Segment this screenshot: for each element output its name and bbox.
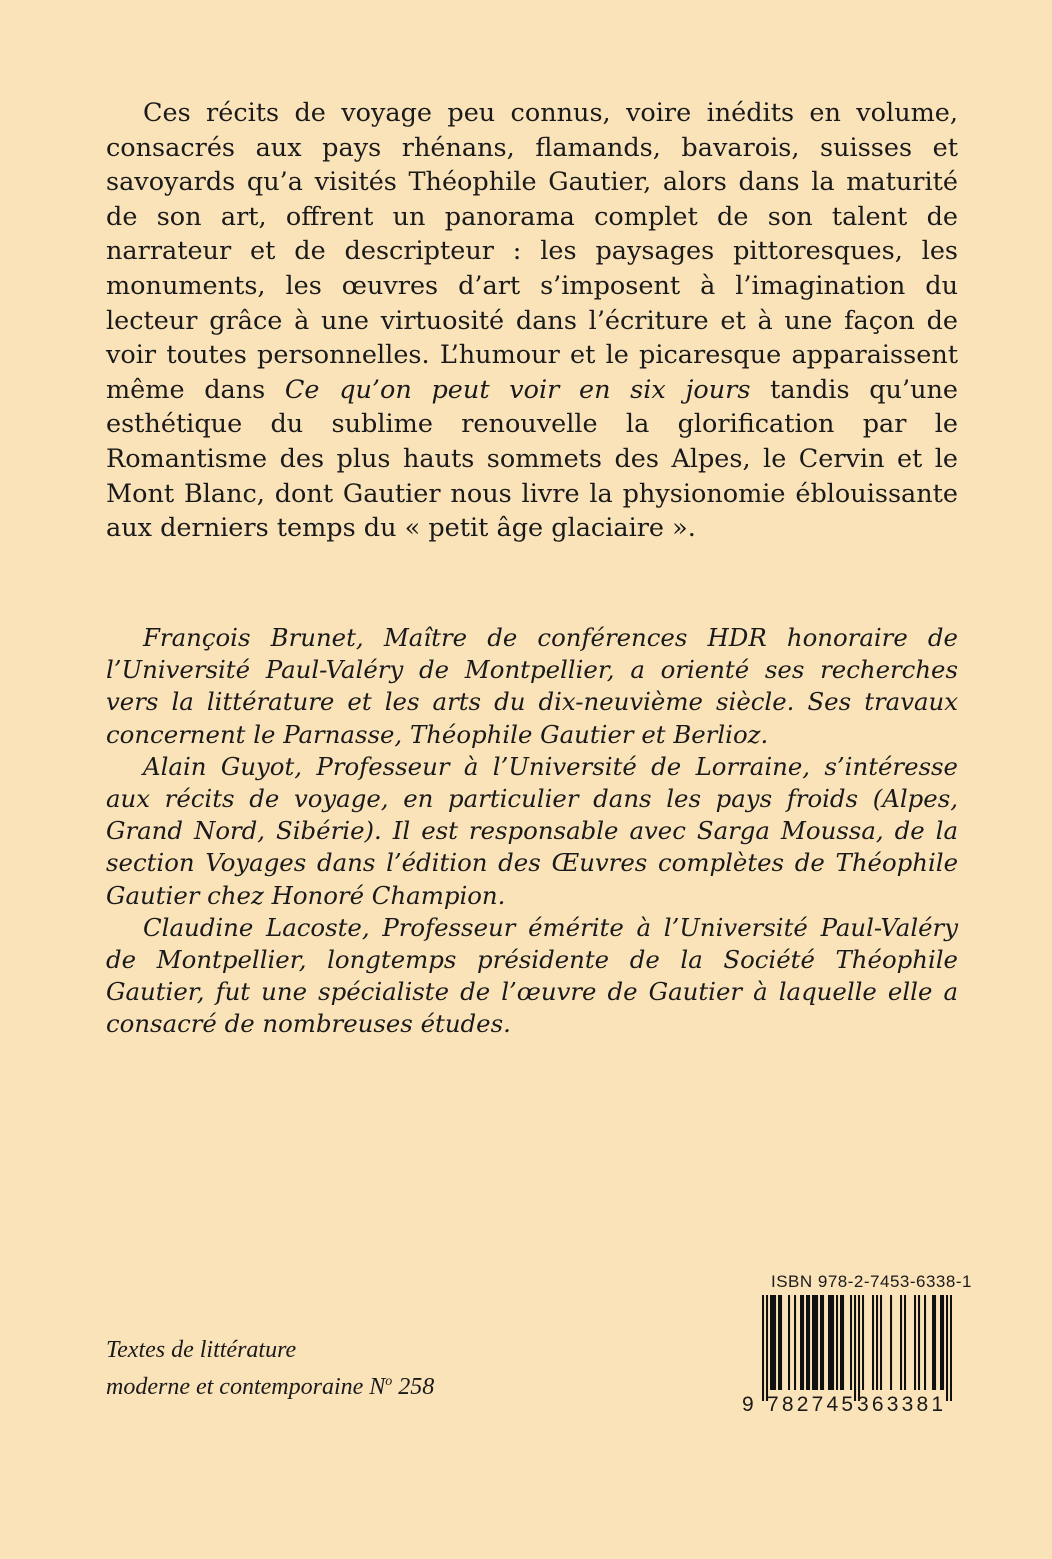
barcode-bar <box>842 1295 844 1390</box>
barcode-bar <box>770 1295 772 1390</box>
barcode-bar <box>950 1295 952 1401</box>
barcode-bar <box>854 1295 856 1401</box>
barcode-bar <box>822 1295 824 1390</box>
summary-book-title: Ce qu’on peut voir en six jours <box>284 374 751 405</box>
barcode-bar <box>794 1295 796 1390</box>
barcode-bar <box>762 1295 764 1401</box>
summary-text-2: tandis qu’une esthétique du sublime renouvelle la glorification par le Romantisme des plus hauts sommets des Alpes, le Cervin et le Mont Blanc, dont Gautier nous livre la physionomie éblouissante aux derniers temps du « petit âge glaciaire ». <box>106 374 959 544</box>
barcode-bar <box>772 1295 774 1390</box>
series-info <box>106 1334 434 1403</box>
barcode-bar <box>946 1295 948 1401</box>
barcode-bar <box>862 1295 864 1390</box>
barcode-bar <box>820 1295 822 1390</box>
barcode-bar <box>858 1295 860 1401</box>
barcode-bar <box>788 1295 790 1390</box>
barcode-bar <box>900 1295 902 1390</box>
barcode-bar <box>832 1295 834 1390</box>
barcode-bar <box>918 1295 920 1390</box>
barcode-bar <box>828 1295 830 1390</box>
barcode-bar <box>840 1295 842 1390</box>
bio-francois-brunet: François Brunet, Maître de conférences HDR honoraire de l’Université Paul-Valéry de Montpellier, a orienté ses recherches vers la littérature et les arts du dix-neuvième siècle. Ses travaux concernent le Parnasse, Théophile Gautier et Berlioz. <box>106 623 958 749</box>
ean-first-digit: 9 <box>742 1393 754 1416</box>
barcode-bar <box>780 1295 782 1390</box>
barcode-bar <box>904 1295 906 1390</box>
bio-alain-guyot: Alain Guyot, Professeur à l’Université de Lorraine, s’intéresse aux récits de voyage, en particulier dans les pays froids (Alpes, Grand Nord, Sibérie). Il est responsable avec Sarga Moussa, de la section Voyages dans l’édition des Œuvres complètes de Théophile Gautier chez Honoré Champion. <box>106 751 958 910</box>
bio-claudine-lacoste: Claudine Lacoste, Professeur émérite à l’Université Paul-Valéry de Montpellier, longtemps présidente de la Société Théophile Gautier, fut une spécialiste de l’œuvre de Gautier à laquelle elle a consacré de nombreuses études. <box>106 912 958 1039</box>
barcode-bar <box>830 1295 832 1390</box>
series-line-2 <box>106 1366 434 1403</box>
series-line-1: Textes de littérature <box>106 1337 297 1363</box>
barcode-bar <box>876 1295 878 1390</box>
barcode-bar <box>932 1295 934 1390</box>
series-name: moderne et contemporaine N <box>106 1374 386 1400</box>
barcode-bar <box>914 1295 916 1390</box>
barcode-bar <box>880 1295 882 1390</box>
barcode-bar <box>800 1295 802 1390</box>
barcode-bar <box>924 1295 926 1390</box>
barcode-bar <box>774 1295 776 1390</box>
barcode-bar <box>816 1295 818 1390</box>
isbn-label: ISBN 978-2-7453-6338-1 <box>771 1272 972 1291</box>
ean-left-group: 782745 <box>767 1393 857 1416</box>
barcode-bar <box>766 1295 768 1401</box>
barcode-bar <box>940 1295 942 1390</box>
series-number-sup: o <box>385 1374 393 1389</box>
barcode-bar <box>942 1295 944 1390</box>
back-cover-summary <box>106 96 958 546</box>
barcode-bar <box>836 1295 838 1390</box>
barcode-bar <box>850 1295 852 1390</box>
barcode-bar <box>806 1295 808 1390</box>
barcode-bar <box>778 1295 780 1390</box>
isbn-barcode <box>762 1295 952 1403</box>
author-biographies <box>106 622 958 1041</box>
barcode-bar <box>808 1295 810 1390</box>
summary-text-1: Ces récits de voyage peu connus, voire inédits en volume, consacrés aux pays rhénans, flamands, bavarois, suisses et savoyards qu’a visités Théophile Gautier, alors dans la maturité de son art, offrent un panorama complet de son talent de narrateur et de descripteur : les paysages pittoresques, les monuments, les œuvres d’art s’imposent à l’imagination du lecteur grâce à une virtuosité dans l’écriture et à une façon de voir toutes personnelles. L’humour et le picaresque apparaissent même dans <box>106 98 958 405</box>
ean-right-group: 363381 <box>857 1393 947 1416</box>
barcode-bar <box>872 1295 874 1390</box>
barcode-bar <box>814 1295 816 1390</box>
ean-digits <box>741 1393 953 1417</box>
barcode-bar <box>934 1295 936 1390</box>
barcode-bar <box>812 1295 814 1390</box>
barcode-bar <box>802 1295 804 1390</box>
barcode-bar <box>890 1295 892 1390</box>
series-number: 258 <box>392 1374 435 1400</box>
